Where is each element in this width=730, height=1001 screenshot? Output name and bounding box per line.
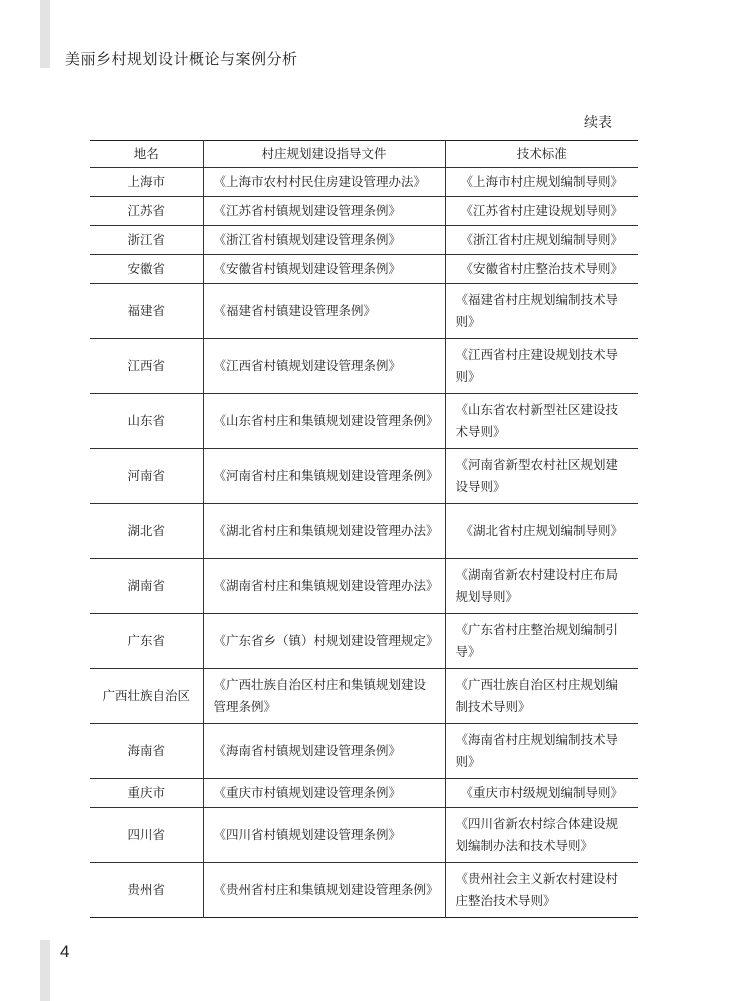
cell-place: 安徽省	[90, 255, 203, 284]
cell-document: 《安徽省村镇规划建设管理条例》	[203, 255, 445, 284]
cell-document: 《山东省村庄和集镇规划建设管理条例》	[203, 394, 445, 449]
table-row	[90, 724, 638, 779]
table-row	[90, 339, 638, 394]
running-header: 美丽乡村规划设计概论与案例分析	[65, 50, 298, 68]
cell-place: 江西省	[90, 339, 203, 394]
cell-document: 《湖北省村庄和集镇规划建设管理办法》	[203, 504, 445, 559]
cell-standard: 《湖北省村庄规划编制导则》	[445, 504, 638, 559]
cell-standard: 《广西壮族自治区村庄规划编制技术导则》	[445, 669, 638, 724]
cell-standard: 《江西省村庄建设规划技术导则》	[445, 339, 638, 394]
cell-document: 《贵州省村庄和集镇规划建设管理条例》	[203, 863, 445, 918]
cell-document: 《浙江省村镇规划建设管理条例》	[203, 226, 445, 255]
table-row	[90, 504, 638, 559]
table-row	[90, 284, 638, 339]
cell-document: 《广东省乡（镇）村规划建设管理规定》	[203, 614, 445, 669]
table-row	[90, 863, 638, 918]
cell-place: 四川省	[90, 808, 203, 863]
cell-place: 浙江省	[90, 226, 203, 255]
table-row	[90, 197, 638, 226]
cell-document: 《福建省村镇建设管理条例》	[203, 284, 445, 339]
column-header-place: 地名	[133, 146, 159, 161]
cell-place: 江苏省	[90, 197, 203, 226]
table-row	[90, 168, 638, 197]
table-row	[90, 808, 638, 863]
cell-document: 《江西省村镇规划建设管理条例》	[203, 339, 445, 394]
cell-standard: 《湖南省新农村建设村庄布局规划导则》	[445, 559, 638, 614]
table-row	[90, 255, 638, 284]
cell-place: 重庆市	[90, 779, 203, 808]
cell-document: 《重庆市村镇规划建设管理条例》	[203, 779, 445, 808]
cell-document: 《上海市农村村民住房建设管理办法》	[203, 168, 445, 197]
cell-document: 《四川省村镇规划建设管理条例》	[203, 808, 445, 863]
planning-documents-table	[90, 140, 638, 918]
table-row	[90, 779, 638, 808]
cell-standard: 《四川省新农村综合体建设规划编制办法和技术导则》	[445, 808, 638, 863]
bottom-margin-bar	[40, 940, 50, 1001]
column-header-document: 村庄规划建设指导文件	[203, 141, 445, 168]
cell-standard: 《安徽省村庄整治技术导则》	[445, 255, 638, 284]
cell-place: 广西壮族自治区	[90, 669, 203, 724]
cell-document: 《江苏省村镇规划建设管理条例》	[203, 197, 445, 226]
table-continued-label: 续表	[584, 115, 612, 131]
cell-place: 河南省	[90, 449, 203, 504]
cell-place: 湖南省	[90, 559, 203, 614]
cell-place: 湖北省	[90, 504, 203, 559]
table-row	[90, 669, 638, 724]
table-row	[90, 449, 638, 504]
cell-standard: 《广东省村庄整治规划编制引导》	[445, 614, 638, 669]
cell-standard: 《上海市村庄规划编制导则》	[445, 168, 638, 197]
cell-place: 山东省	[90, 394, 203, 449]
table-header-row	[90, 141, 638, 168]
table-row	[90, 226, 638, 255]
cell-place: 福建省	[90, 284, 203, 339]
cell-place: 贵州省	[90, 863, 203, 918]
cell-standard: 《福建省村庄规划编制技术导则》	[445, 284, 638, 339]
cell-place: 上海市	[90, 168, 203, 197]
top-margin-bar	[40, 0, 50, 68]
column-header-standard: 技术标准	[445, 141, 638, 168]
cell-standard: 《山东省农村新型社区建设技术导则》	[445, 394, 638, 449]
table-row	[90, 559, 638, 614]
cell-place: 海南省	[90, 724, 203, 779]
cell-document: 《广西壮族自治区村庄和集镇规划建设管理条例》	[203, 669, 445, 724]
cell-document: 《河南省村庄和集镇规划建设管理条例》	[203, 449, 445, 504]
cell-document: 《海南省村镇规划建设管理条例》	[203, 724, 445, 779]
table-row	[90, 614, 638, 669]
cell-standard: 《江苏省村庄建设规划导则》	[445, 197, 638, 226]
cell-standard: 《海南省村庄规划编制技术导则》	[445, 724, 638, 779]
cell-standard: 《重庆市村级规划编制导则》	[445, 779, 638, 808]
cell-document: 《湖南省村庄和集镇规划建设管理办法》	[203, 559, 445, 614]
cell-standard: 《河南省新型农村社区规划建设导则》	[445, 449, 638, 504]
page-number: 4	[60, 942, 70, 961]
table-row	[90, 394, 638, 449]
cell-standard: 《贵州社会主义新农村建设村庄整治技术导则》	[445, 863, 638, 918]
cell-standard: 《浙江省村庄规划编制导则》	[445, 226, 638, 255]
cell-place: 广东省	[90, 614, 203, 669]
